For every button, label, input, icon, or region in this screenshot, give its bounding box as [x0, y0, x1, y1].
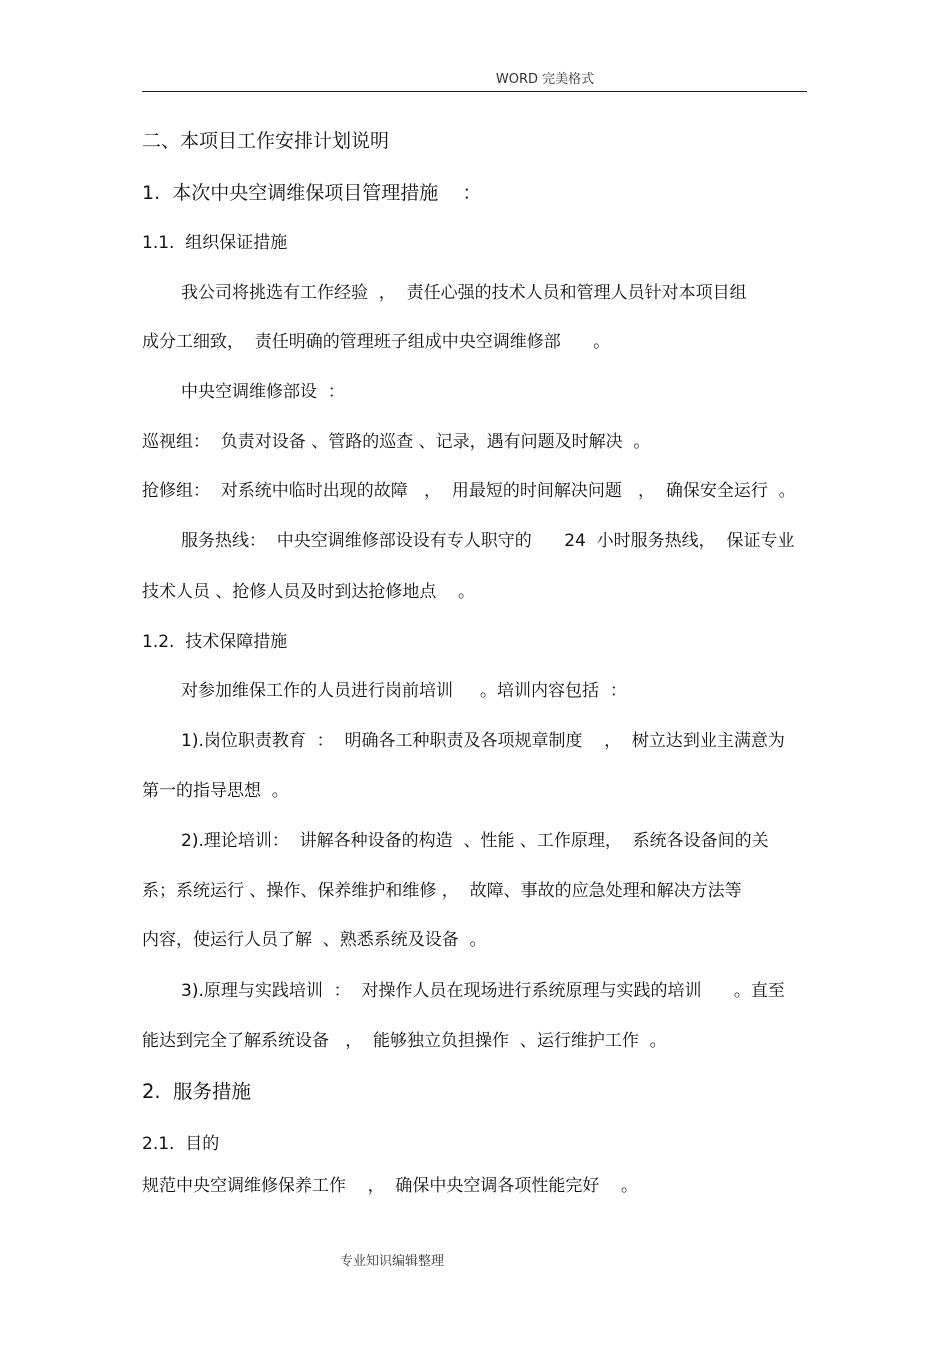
paragraph-line: 3).原理与实践培训 ： 对操作人员在现场进行系统原理与实践的培训 。直至 — [181, 981, 785, 1001]
paragraph-line: 能达到完全了解系统设备 ， 能够独立负担操作 、运行维护工作 。 — [142, 1031, 667, 1051]
heading-1: 1. 本次中央空调维保项目管理措施 ： — [142, 182, 482, 204]
paragraph-line: 抢修组： 对系统中临时出现的故障 ， 用最短的时间解决问题 ， 确保安全运行 。 — [142, 481, 796, 501]
page-footer: 专业知识编辑整理 — [340, 1254, 445, 1269]
paragraph-line: 服务热线： 中央空调维修部设设有专人职守的 24 小时服务热线， 保证专业 — [181, 531, 795, 551]
paragraph-line: 我公司将挑选有工作经验 ， 责任心强的技术人员和管理人员针对本项目组 — [181, 283, 747, 303]
section-heading: 二、本项目工作安排计划说明 — [142, 130, 390, 152]
heading-2: 2. 服务措施 — [142, 1080, 252, 1103]
page-header — [0, 68, 950, 87]
heading-1-2: 1.2. 技术保障措施 — [142, 632, 288, 652]
heading-1-1: 1.1. 组织保证措施 — [142, 233, 288, 253]
header-text: WORD 完美格式 — [495, 72, 595, 87]
paragraph-line: 规范中央空调维修保养工作 ， 确保中央空调各项性能完好 。 — [142, 1176, 639, 1196]
header-rule — [142, 91, 807, 92]
paragraph-line: 1).岗位职责教育 ： 明确各工种职责及各项规章制度 ， 树立达到业主满意为 — [181, 731, 785, 751]
paragraph-line: 系；系统运行 、操作、保养维护和维修 ， 故障、事故的应急处理和解决方法等 — [142, 881, 742, 901]
paragraph-line: 技术人员 、抢修人员及时到达抢修地点 。 — [142, 582, 476, 602]
paragraph-line: 巡视组： 负责对设备 、管路的巡查 、记录，遇有问题及时解决 。 — [142, 432, 651, 452]
paragraph-line: 中央空调维修部设 ： — [181, 382, 345, 402]
paragraph-line: 成分工细致， 责任明确的管理班子组成中央空调维修部 。 — [142, 332, 611, 352]
paragraph-line: 内容，使运行人员了解 、熟悉系统及设备 。 — [142, 930, 487, 950]
paragraph-line: 2).理论培训： 讲解各种设备的构造 、性能 、工作原理， 系统各设备间的关 — [181, 831, 769, 851]
paragraph-line: 对参加维保工作的人员进行岗前培训 。培训内容包括 ： — [181, 681, 627, 701]
heading-2-1: 2.1. 目的 — [142, 1134, 220, 1154]
paragraph-line: 第一的指导思想 。 — [142, 781, 289, 801]
